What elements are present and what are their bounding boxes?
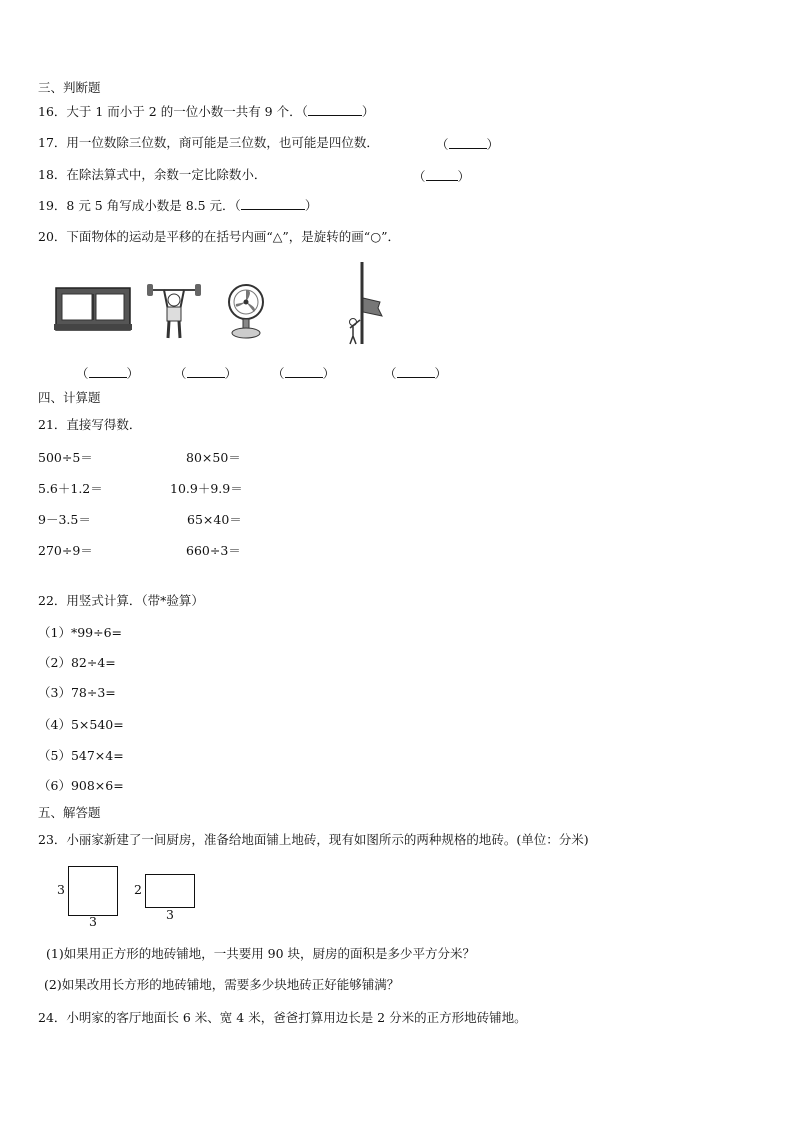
bracket-open: （ xyxy=(384,366,397,381)
vertical-calc-item: （4）5×540= xyxy=(38,717,124,732)
vertical-calc-item: （2）82÷4= xyxy=(38,655,116,670)
question-23-sub-1: (1)如果用正方形的地砖铺地，一共要用 90 块，厨房的面积是多少平方分米？ xyxy=(46,946,476,961)
question-17 xyxy=(38,135,379,151)
section-title-calculation: 四、计算题 xyxy=(38,390,101,405)
answer-blank[interactable] xyxy=(187,366,225,378)
bracket-close: ） xyxy=(224,366,238,381)
vertical-calc-item: （1）*99÷6= xyxy=(38,625,123,640)
square-tile-figure xyxy=(68,866,118,916)
vertical-calc-item: （3）78÷3= xyxy=(38,685,116,700)
flag-raising-icon xyxy=(342,260,386,346)
question-18-answer xyxy=(413,167,470,185)
q20-answer-1 xyxy=(76,364,139,382)
question-18 xyxy=(38,167,266,183)
question-20-text: 20．下面物体的运动是平移的在括号内画“△”，是旋转的画“○”． xyxy=(38,229,400,244)
bracket-open: （ xyxy=(174,366,187,381)
question-16-text: 16．大于 1 而小于 2 的一位小数一共有 9 个．（ xyxy=(38,104,308,119)
square-bottom-label: 3 xyxy=(89,914,97,929)
calc-item: 500÷5＝ xyxy=(38,450,93,465)
question-19-text: 19．8 元 5 角写成小数是 8.5 元．（ xyxy=(38,198,241,213)
question-23: 23．小丽家新建了一间厨房，准备给地面铺上地砖，现有如图所示的两种规格的地砖。(单位：分米) xyxy=(38,832,589,847)
answer-blank[interactable] xyxy=(449,137,487,149)
question-19-close: ） xyxy=(304,198,318,213)
question-18-text: 18．在除法算式中，余数一定比除数小． xyxy=(38,167,267,182)
answer-blank[interactable] xyxy=(285,366,323,378)
weightlifter-icon xyxy=(146,280,202,342)
section-title-word-problems: 五、解答题 xyxy=(38,805,101,820)
bracket-open: （ xyxy=(413,169,426,184)
question-22-title: 22．用竖式计算．（带*验算） xyxy=(38,593,204,608)
square-side-label: 3 xyxy=(57,882,65,897)
window-icon xyxy=(54,284,134,334)
vertical-calc-item: （5）547×4= xyxy=(38,748,124,763)
bracket-open: （ xyxy=(76,366,89,381)
answer-blank[interactable] xyxy=(89,366,127,378)
question-19 xyxy=(38,198,317,214)
answer-blank[interactable] xyxy=(426,169,458,181)
q20-answer-3 xyxy=(272,364,335,382)
rectangle-tile-figure xyxy=(145,874,195,908)
bracket-close: ） xyxy=(486,137,500,152)
answer-blank[interactable] xyxy=(397,366,435,378)
question-16 xyxy=(38,104,374,120)
rectangle-bottom-label: 3 xyxy=(166,907,174,922)
question-17-text: 17．用一位数除三位数，商可能是三位数，也可能是四位数． xyxy=(38,135,379,150)
q20-answer-2 xyxy=(174,364,237,382)
answer-blank[interactable] xyxy=(308,104,362,116)
calc-item: 5.6＋1.2＝ xyxy=(38,481,103,496)
calc-item: 270÷9＝ xyxy=(38,543,93,558)
q20-answer-4 xyxy=(384,364,447,382)
section-title-judgement: 三、判断题 xyxy=(38,80,101,95)
vertical-calc-item: （6）908×6= xyxy=(38,778,124,793)
fan-icon xyxy=(224,282,268,340)
bracket-close: ） xyxy=(126,366,140,381)
question-21-title: 21．直接写得数． xyxy=(38,417,142,432)
calc-item: 660÷3＝ xyxy=(186,543,241,558)
rectangle-side-label: 2 xyxy=(134,882,142,897)
bracket-open: （ xyxy=(436,137,449,152)
bracket-close: ） xyxy=(322,366,336,381)
question-17-answer xyxy=(436,135,499,153)
question-16-close: ） xyxy=(361,104,375,119)
answer-blank[interactable] xyxy=(241,198,305,210)
calc-item: 65×40＝ xyxy=(187,512,242,527)
calc-item: 10.9＋9.9＝ xyxy=(170,481,243,496)
bracket-close: ） xyxy=(457,169,471,184)
question-23-sub-2: (2)如果改用长方形的地砖铺地，需要多少块地砖正好能够铺满？ xyxy=(44,977,400,992)
calc-item: 80×50＝ xyxy=(186,450,241,465)
bracket-open: （ xyxy=(272,366,285,381)
calc-item: 9－3.5＝ xyxy=(38,512,91,527)
bracket-close: ） xyxy=(434,366,448,381)
question-24: 24．小明家的客厅地面长 6 米、宽 4 米，爸爸打算用边长是 2 分米的正方形地砖铺地。 xyxy=(38,1010,527,1025)
question-20 xyxy=(38,229,400,245)
